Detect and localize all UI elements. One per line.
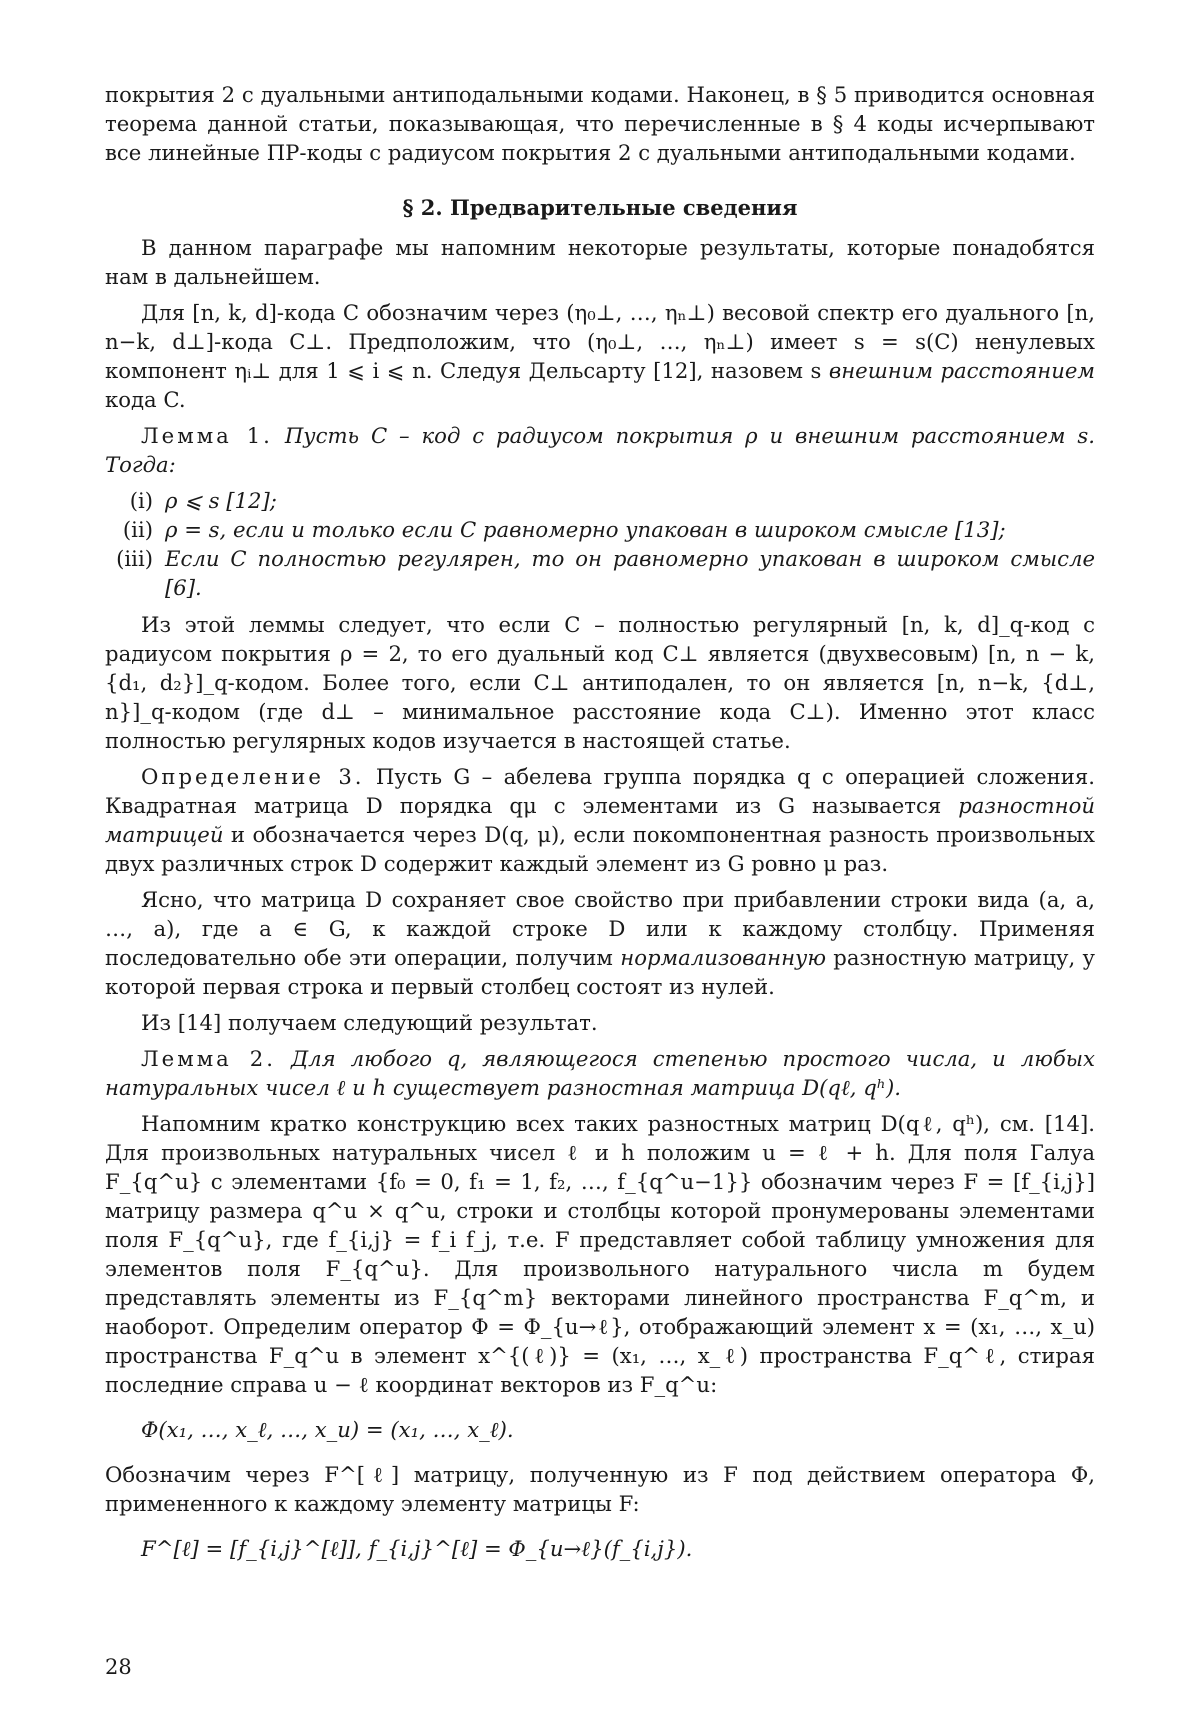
- text: Пусть G – абелева группа порядка q с операцией сложения. Квадратная матрица D порядка qμ с элементами из G называется: [105, 764, 1095, 818]
- emphasis: разностной матрицей: [105, 793, 1095, 847]
- lemma-label: Лемма 1.: [141, 423, 273, 448]
- list-item: [105, 486, 1095, 515]
- lemma-1-items: [105, 486, 1095, 602]
- paragraph-construction: Напомним кратко конструкцию всех таких разностных матриц D(qℓ, qʰ), см. [14]. Для произвольных натуральных чисел ℓ и h положим u = ℓ + h. Для поля Галуа F_{q^u} с элементами {f₀ = 0, f₁ = 1, f₂, …, f_{q^u−1}} обозначим через F = [f_{i,j}] матрицу размера q^u × q^u, строки и столбцы которой пронумерованы элементами поля F_{q^u}, где f_{i,j} = f_i f_j, т.е. F представляет собой таблицу умножения для элементов поля F_{q^u}. Для произвольного натурального числа m будем представлять элементы из F_{q^m} векторами линейного пространства F_q^m, и наоборот. Определим оператор Φ = Φ_{u→ℓ}, отображающий элемент x = (x₁, …, x_u) пространства F_q^u в элемент x^{(ℓ)} = (x₁, …, x_ℓ) пространства F_q^ℓ, стирая последние справа u − ℓ координат векторов из F_q^u:: [105, 1109, 1095, 1399]
- lemma-statement: Пусть C – код с радиусом покрытия ρ и внешним расстоянием s. Тогда:: [105, 423, 1095, 477]
- item-text: ρ = s, если и только если C равномерно упакован в широком смысле [13];: [165, 517, 1006, 542]
- page-body: [105, 80, 1095, 1579]
- paragraph: Обозначим через F^[ℓ] матрицу, полученную из F под действием оператора Φ, примененного к каждому элементу матрицы F:: [105, 1460, 1095, 1518]
- item-text: ρ ⩽ s [12];: [165, 488, 277, 513]
- paragraph-normalized: [105, 885, 1095, 1001]
- item-number: (ii): [105, 515, 153, 544]
- emphasis: внешним расстоянием: [829, 358, 1095, 383]
- text: кода C.: [105, 387, 186, 412]
- text: и обозначается через D(q, μ), если покомпонентная разность произвольных двух различных строк D содержит каждый элемент из G ровно μ раз.: [105, 822, 1095, 876]
- emphasis: нормализованную: [620, 945, 826, 970]
- paragraph-external-distance: [105, 298, 1095, 414]
- item-number: (i): [105, 486, 153, 515]
- page-number: 28: [105, 1655, 132, 1679]
- paragraph: Из [14] получаем следующий результат.: [105, 1008, 1095, 1037]
- lemma-1: [105, 421, 1095, 479]
- item-number: (iii): [105, 544, 153, 573]
- paragraph: В данном параграфе мы напомним некоторые результаты, которые понадобятся нам в дальнейшем.: [105, 233, 1095, 291]
- definition-3: [105, 762, 1095, 878]
- text: Для [n, k, d]-кода C обозначим через (η₀⊥, …, ηₙ⊥) весовой спектр его дуального [n, n−k, d⊥]-кода C⊥. Предположим, что (η₀⊥, …, ηₙ⊥) имеет s = s(C) ненулевых компонент ηᵢ⊥ для 1 ⩽ i ⩽ n. Следуя Дельсарту [12], назовем s: [105, 300, 1095, 383]
- paragraph: Из этой леммы следует, что если C – полностью регулярный [n, k, d]_q-код с радиусом покрытия ρ = 2, то его дуальный код C⊥ является (двухвесовым) [n, n − k, {d₁, d₂}]_q-кодом. Более того, если C⊥ антиподален, то он является [n, n−k, {d⊥, n}]_q-кодом (где d⊥ – минимальное расстояние кода C⊥). Именно этот класс полностью регулярных кодов изучается в настоящей статье.: [105, 610, 1095, 755]
- equation-f-ell: F^[ℓ] = [f_{i,j}^[ℓ]], f_{i,j}^[ℓ] = Φ_{u→ℓ}(f_{i,j}).: [141, 1534, 1095, 1563]
- equation-phi: Φ(x₁, …, x_ℓ, …, x_u) = (x₁, …, x_ℓ).: [141, 1415, 1095, 1444]
- section-title: § 2. Предварительные сведения: [105, 193, 1095, 223]
- lemma-label: Лемма 2.: [141, 1046, 276, 1071]
- list-item: [105, 515, 1095, 544]
- definition-label: Определение 3.: [141, 764, 365, 789]
- text: Ясно, что матрица D сохраняет свое свойство при прибавлении строки вида (a, a, …, a), где a ∈ G, к каждой строке D или к каждому столбцу. Применяя последовательно обе эти операции, получим: [105, 887, 1095, 970]
- lemma-2: [105, 1044, 1095, 1102]
- text: разностную матрицу, у которой первая строка и первый столбец состоят из нулей.: [105, 945, 1095, 999]
- list-item: [105, 544, 1095, 602]
- intro-paragraph: покрытия 2 с дуальными антиподальными кодами. Наконец, в § 5 приводится основная теорема данной статьи, показывающая, что перечисленные в § 4 коды исчерпывают все линейные ПР-коды с радиусом покрытия 2 с дуальными антиподальными кодами.: [105, 80, 1095, 167]
- lemma-statement: Для любого q, являющегося степенью простого числа, и любых натуральных чисел ℓ и h существует разностная матрица D(qℓ, qʰ).: [105, 1046, 1095, 1100]
- item-text: Если C полностью регулярен, то он равномерно упакован в широком смысле [6].: [165, 546, 1095, 600]
